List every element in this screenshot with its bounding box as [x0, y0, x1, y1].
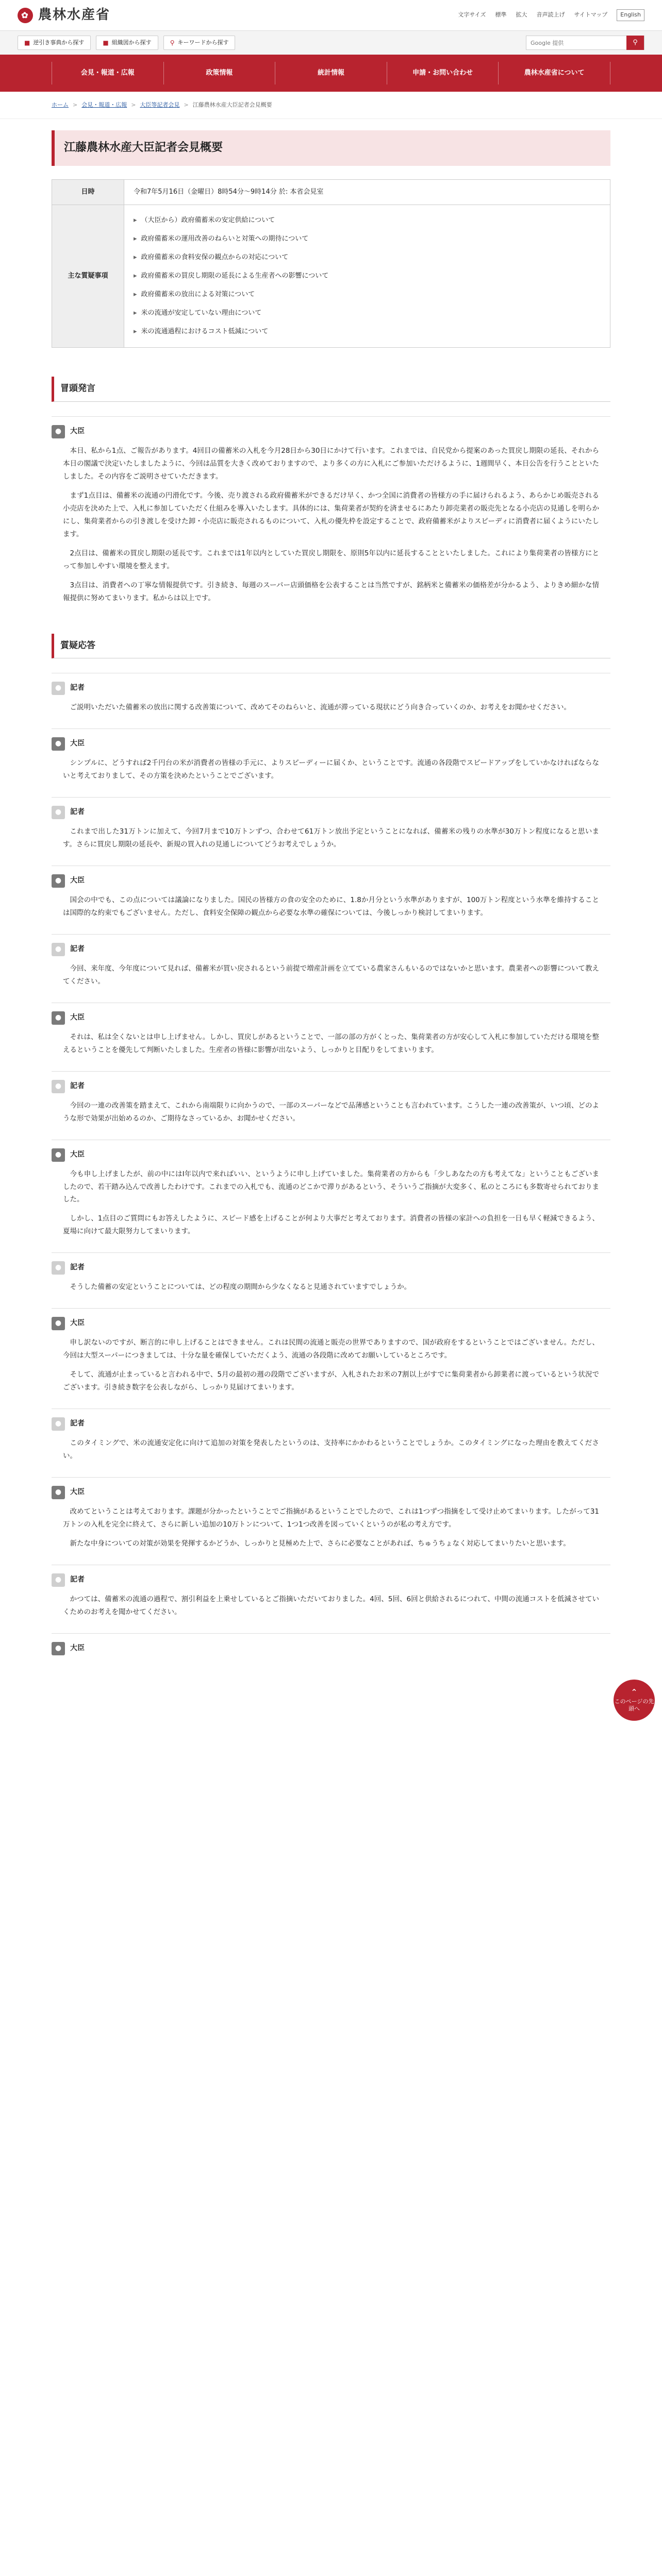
breadcrumb-separator: >: [131, 101, 136, 108]
statement-paragraph: 新たな中身についての対策が効果を発揮するかどうか、しっかりと見極めた上で、さらに必要なことがあれば、ちゅうちょなく対応してまいりたいと思います。: [70, 1539, 570, 1548]
matters-link[interactable]: ▸ （大臣から）政府備蓄米の安定供給について: [134, 211, 601, 230]
nav-item-statistics[interactable]: 統計情報: [275, 62, 387, 84]
search-bar-row: [0, 31, 662, 55]
person-icon: ●: [52, 1317, 65, 1330]
minister-statement: [52, 1633, 610, 1655]
reporter-question: [52, 1252, 610, 1294]
text-to-speech-link[interactable]: 音声読上げ: [536, 11, 565, 19]
speaker-row: [52, 1080, 610, 1093]
back-to-top-label: このページの先頭へ: [614, 1698, 654, 1713]
statement-paragraph: 改めてということは考えております。課題が分かったということでご指摘があるということでしたので、これは1つずつ指摘をして受け止めてまいります。したがって31万トンの入札を完全に終えて、さらに新しい追加の10万トンについて、1つ1つ改善を図っていくというのが私の考え方です。: [63, 1507, 599, 1529]
reporter-question: [52, 1071, 610, 1125]
speaker-row: [52, 943, 610, 956]
breadcrumb: [0, 92, 662, 119]
speaker-name: 記者: [70, 1081, 85, 1090]
speaker-name: 記者: [70, 1263, 85, 1272]
minister-statement: [52, 1140, 610, 1239]
utility-links: [458, 9, 644, 21]
opening-remarks: [52, 416, 610, 605]
person-icon: ●: [52, 1011, 65, 1025]
person-icon: ●: [52, 1417, 65, 1431]
speaker-name: 記者: [70, 1419, 85, 1428]
matters-cell: [124, 205, 610, 348]
breadcrumb-home[interactable]: ホーム: [52, 101, 69, 108]
minister-statement: [52, 728, 610, 783]
speaker-row: [52, 1417, 610, 1431]
qa-heading: 質疑応答: [52, 634, 610, 658]
breadcrumb-current: 江藤農林水産大臣記者会見概要: [192, 101, 272, 108]
minister-statement: [52, 1003, 610, 1057]
speaker-name: 大臣: [70, 876, 85, 885]
breadcrumb-separator: >: [73, 101, 78, 108]
person-icon: ●: [52, 1486, 65, 1499]
english-link[interactable]: English: [617, 9, 644, 21]
person-icon: ●: [52, 1080, 65, 1093]
speaker-name: 記者: [70, 1575, 85, 1584]
keyword-search-button[interactable]: [163, 36, 236, 50]
person-icon: ●: [52, 1573, 65, 1587]
person-icon: ●: [52, 1642, 65, 1655]
matters-link[interactable]: ▸ 米の流通が安定していない理由について: [134, 304, 601, 323]
page-title: 江藤農林水産大臣記者会見概要: [52, 130, 610, 166]
font-size-large-link[interactable]: 拡大: [516, 11, 527, 19]
speaker-row: [52, 1148, 610, 1162]
speaker-name: 大臣: [70, 739, 85, 748]
main-content: [0, 130, 662, 1655]
person-icon: ●: [52, 1261, 65, 1275]
matters-link[interactable]: ▸ 政府備蓄米の運用改善のねらいと対策への期待について: [134, 230, 601, 248]
matters-link[interactable]: ▸ 政府備蓄米の食料安保の観点からの対応について: [134, 248, 601, 267]
speaker-row: [52, 874, 610, 888]
statement-paragraph: 2点目は、備蓄米の買戻し期限の延長です。これまでは1年以内としていた買戻し期限を、原則5年以内に延長することといたしました。これにより集荷業者の皆様方にとって参加しやすい環境を整えます。: [63, 549, 599, 570]
sitemap-link[interactable]: サイトマップ: [574, 11, 608, 19]
statement-paragraph: 本日、私から1点、ご報告があります。4回目の備蓄米の入札を今月28日から30日にかけて行います。これまでは、自民党から提案のあった買戻し期限の延長、それから本日の閣議で決定いたしましたように、今回は品質を大きく改めておりますので、より多くの方に入札にご参加いただけるように、1週間早く、本日公告を行うことといたしました。その内容をご説明させていただきます。: [63, 446, 600, 481]
reporter-question: [52, 1409, 610, 1463]
person-icon: ●: [52, 806, 65, 819]
person-icon: ●: [52, 682, 65, 695]
speaker-name: 記者: [70, 683, 85, 692]
statement-paragraph: 国会の中でも、この点については議論になりました。国民の皆様方の食の安全のために、1.8か月分という水準がありますが、100万トン程度という水準を維持することは国際的な約束でもございません。ただし、食料安全保障の観点から必要な水準の確保については、今後しっかり検討してまいります。: [63, 895, 599, 917]
ministry-crest-icon: ✿: [18, 8, 33, 23]
statement-paragraph: それは、私は全くないとは申し上げません。しかし、買戻しがあるということで、一部の部の方がくとった、集荷業者の方が安心して入札に参加していただける環境を整えるということを優先して判断いたしました。生産者の皆様に影響が出ないよう、しっかりと目配りをしてまいります。: [63, 1032, 599, 1054]
font-size-label: 文字サイズ: [458, 11, 486, 19]
speaker-name: 大臣: [70, 1319, 85, 1328]
statement-paragraph: これまで出した31万トンに加えて、今回7月まで10万トンずつ、合わせて61万トン放出予定ということになれば、備蓄米の残りの水準が30万トン程度になると思います。さらに買戻し期限の延長や、新規の買入れの見通しについてどうお考えでしょうか。: [63, 827, 599, 849]
speaker-row: [52, 1486, 610, 1499]
speaker-row: [52, 806, 610, 819]
nav-item-about[interactable]: 農林水産省について: [498, 62, 610, 84]
qa-section: [52, 673, 610, 1655]
finder-pills: [18, 36, 235, 50]
speaker-row: [52, 1573, 610, 1587]
statement-paragraph: このタイミングで、米の流通安定化に向けて追加の対策を発表したというのは、支持率にかかわるということでしょうか。このタイミングになった理由を教えてください。: [63, 1439, 599, 1461]
book-icon: ■: [24, 39, 30, 46]
speaker-name: 記者: [70, 807, 85, 816]
breadcrumb-press[interactable]: 会見・報道・広報: [81, 101, 127, 108]
nav-item-policy[interactable]: 政策情報: [163, 62, 275, 84]
speaker-name: 大臣: [70, 1644, 85, 1653]
reporter-question: [52, 934, 610, 988]
org-chart-label: 組織図から探す: [111, 39, 152, 46]
speaker-name: 大臣: [70, 1150, 85, 1159]
search-input[interactable]: [526, 36, 626, 49]
speaker-name: 大臣: [70, 1013, 85, 1022]
logo-text: 農林水産省: [38, 7, 111, 23]
arrow-up-icon: ⌃: [631, 1687, 638, 1698]
statement-paragraph: かつては、備蓄米の流通の過程で、割引利益を上乗せしているとご指摘いただいておりました。4回、5回、6回と供給されるにつれて、中間の流通コストを低減させていくためのお考えを聞かせてください。: [63, 1595, 599, 1617]
person-icon: ●: [52, 943, 65, 956]
speaker-row: [52, 1011, 610, 1025]
speaker-row: [52, 1642, 610, 1655]
matters-link[interactable]: ▸ 米の流通過程におけるコスト低減について: [134, 323, 601, 341]
reporter-question: [52, 1565, 610, 1619]
statement-paragraph: 今も申し上げましたが、前の中にはⅠ年以内で来ればいい、というように申し上げていました。集荷業者の方からも「少しあなたの方も考えてな」ということもございましたので、若干踏み込んで改善したわけです。これまでの入札でも、流通のどこかで滞りがあるという、そういうご指摘が大変多く、私のところにも多数寄せられておりました。: [63, 1170, 599, 1204]
statement-paragraph: シンプルに、どうすれば2千円台の米が消費者の皆様の手元に、よりスピーディーに届くか、ということです。流通の各段階でスピードアップをしていかなければならないと考えておりまして、その方策を決めたということでございます。: [63, 758, 599, 780]
statement-paragraph: そうした備蓄の安定ということについては、どの程度の期間から少なくなると見通されていますでしょうか。: [70, 1283, 411, 1292]
reverse-dictionary-label: 逆引き事典から探す: [33, 39, 85, 46]
statement-paragraph: まず1点目は、備蓄米の流通の円滑化です。今後、売り渡される政府備蓄米ができるだけ早く、かつ全国に消費者の皆様方の手に届けられるよう、あらかじめ販売される小売店を決めた上で、入札に参加していただく仕組みを導入いたします。具体的には、集荷業者が契約を済ませるにあたり卸売業者の販売先となる小売店の見通しを明らかにし、集荷業者からの引き渡しを受けた卸・小売店に販売されるものについて、入札の優先枠を設定することで、政府備蓄米がよりスピーディに消費者に届くようにいたします。: [63, 491, 599, 538]
reporter-question: [52, 673, 610, 714]
person-icon: ●: [52, 874, 65, 888]
date-value: 令和7年5月16日（金曜日）8時54分～9時14分 於: 本省会見室: [124, 180, 610, 205]
site-search: [526, 36, 644, 50]
org-chart-icon: ■: [103, 39, 109, 46]
minister-statement: [52, 1477, 610, 1550]
reverse-dictionary-button[interactable]: [18, 36, 91, 50]
conference-info-table: [52, 179, 610, 348]
speaker-row: [52, 1261, 610, 1275]
speaker-row: [52, 737, 610, 751]
matters-link[interactable]: ▸ 政府備蓄米の放出による対策について: [134, 285, 601, 304]
nav-item-applications[interactable]: 申請・お問い合わせ: [387, 62, 499, 84]
speaker-name: 大臣: [70, 1488, 85, 1497]
keyword-search-label: キーワードから探す: [177, 39, 229, 46]
font-size-standard-link[interactable]: 標準: [495, 11, 507, 19]
statement-paragraph: 3点目は、消費者への丁寧な情報提供です。引き続き、毎週のスーパー店頭価格を公表することは当然ですが、銘柄米と備蓄米の価格差が分かるよう、よりきめ細かな情報提供に努めてまいります。私からは以上です。: [63, 581, 599, 602]
site-logo[interactable]: [18, 3, 110, 27]
speaker-row: [52, 682, 610, 695]
person-icon: ●: [52, 425, 65, 438]
statement-paragraph: 申し訳ないのですが、断言的に申し上げることはできません。これは民間の流通と販売の世界でありますので、国が政府をするということではございません。ただし、今回は大型スーパーにつきましては、十分な量を確保していただくよう、流通の各段階に改めてお願いしているところです。: [63, 1338, 599, 1360]
speaker-row: [52, 425, 610, 438]
speaker-name: 記者: [70, 944, 85, 953]
statement-paragraph: 今回の一連の改善策を踏まえて、これから南端限りに向かうので、一部のスーパーなどで品薄感ということも言われています。こうした一連の改善策が、いつ頃、どのような形で効果が出始めるのか、ご期待なさっているか、お聞かせください。: [63, 1101, 599, 1123]
minister-statement: [52, 866, 610, 920]
statement-paragraph: しかし、1点目のご質問にもお答えしたように、スピード感を上げることが何より大事だと考えております。消費者の皆様の家計への負担を一日も早く軽減できるよう、夏場に向けて最大限努力してまいります。: [63, 1214, 599, 1236]
nav-item-press[interactable]: 会見・報道・広報: [52, 62, 163, 84]
speaker-name: 大臣: [70, 427, 85, 435]
global-nav: [0, 55, 662, 92]
matters-link[interactable]: ▸ 政府備蓄米の買戻し期限の延長による生産者への影響について: [134, 267, 601, 285]
statement-paragraph: そして、流通が止まっていると言われる中で、5月の最初の週の段階でございますが、入札されたお米の7割以上がすでに集荷業者から卸業者に渡っているという状況でございます。引き続き数字を公表しながら、しっかり見届けてまいります。: [63, 1370, 599, 1392]
opening-remarks-heading: 冒頭発言: [52, 377, 610, 401]
back-to-top-button[interactable]: [614, 1680, 655, 1721]
search-submit-icon[interactable]: ⚲: [626, 36, 644, 50]
matters-label: 主な質疑事項: [52, 205, 124, 348]
statement-paragraph: 今回、来年度、今年度について見れば、備蓄米が買い戻されるという前提で増産計画を立てている農家さんもいるのではないかと思います。農業者への影響について教えてください。: [63, 964, 599, 986]
breadcrumb-conferences[interactable]: 大臣等記者会見: [140, 101, 180, 108]
site-header: [0, 0, 662, 31]
person-icon: ●: [52, 737, 65, 751]
org-chart-button[interactable]: [96, 36, 158, 50]
date-row: [52, 180, 610, 205]
magnifier-icon: ⚲: [170, 39, 175, 46]
minister-statement: [52, 416, 610, 605]
reporter-question: [52, 797, 610, 851]
person-icon: ●: [52, 1148, 65, 1162]
breadcrumb-separator: >: [184, 101, 189, 108]
statement-paragraph: ご説明いただいた備蓄米の放出に関する改善策について、改めてそのねらいと、流通が滞っている現状にどう向き合っていくのか、お考えをお聞かせください。: [70, 703, 571, 711]
date-label: 日時: [52, 180, 124, 205]
speaker-row: [52, 1317, 610, 1330]
matters-row: [52, 205, 610, 348]
minister-statement: [52, 1308, 610, 1394]
matters-list: [134, 211, 601, 341]
